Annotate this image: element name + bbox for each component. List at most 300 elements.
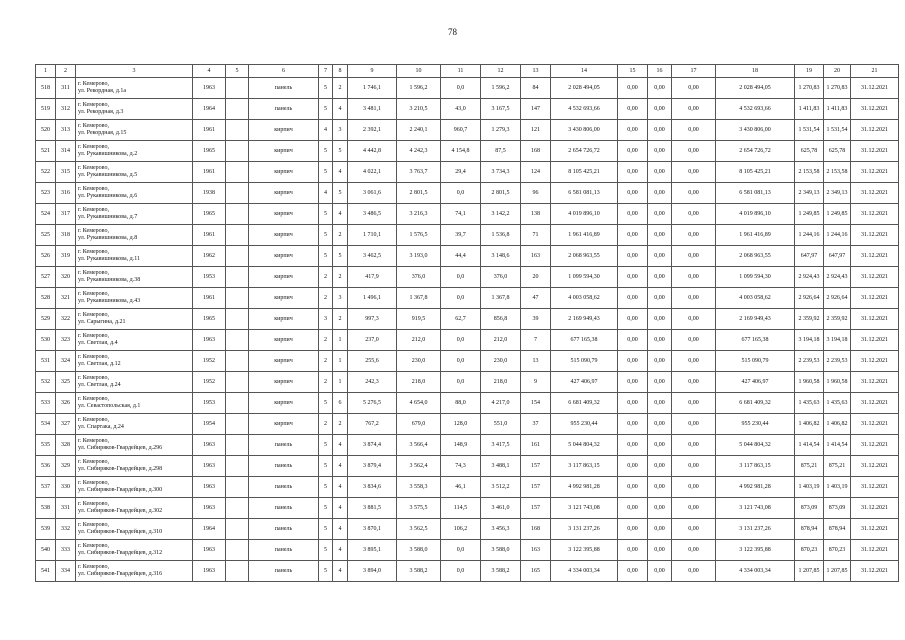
address-cell (76, 141, 193, 162)
address-line: ул. Рукавишникова, д.8 (78, 235, 138, 241)
table-cell: 0,00 (648, 120, 672, 141)
table-cell: панель (249, 78, 319, 99)
table-cell: 74,3 (441, 456, 481, 477)
table-cell: 31.12.2021 (851, 267, 899, 288)
table-cell: 154 (521, 393, 551, 414)
table-cell: 528 (36, 288, 56, 309)
table-cell: 31.12.2021 (851, 435, 899, 456)
table-cell: 0,0 (441, 351, 481, 372)
table-cell: 106,2 (441, 519, 481, 540)
table-cell: 530 (36, 330, 56, 351)
address-line: ул. Сибиряков-Гвардейцев, д.300 (78, 487, 163, 493)
table-cell (226, 309, 249, 330)
table-row (36, 120, 899, 141)
table-cell: 3 417,5 (481, 435, 521, 456)
table-cell: кирпич (249, 393, 319, 414)
table-cell: 6 681 409,32 (716, 393, 795, 414)
table-cell: 5 (333, 141, 348, 162)
table-cell (226, 204, 249, 225)
table-cell: 1938 (193, 183, 226, 204)
table-row (36, 435, 899, 456)
table-cell: 2 (319, 372, 333, 393)
table-cell: 0,0 (441, 183, 481, 204)
table-cell: 1 531,54 (795, 120, 824, 141)
table-cell (226, 498, 249, 519)
table-cell: 6 581 081,13 (551, 183, 618, 204)
table-cell: 5 (319, 435, 333, 456)
table-cell: 2 349,13 (795, 183, 824, 204)
table-cell: 88,0 (441, 393, 481, 414)
table-cell: 320 (56, 267, 76, 288)
table-cell (226, 288, 249, 309)
table-cell: 1 435,63 (824, 393, 851, 414)
address-cell (76, 435, 193, 456)
table-cell: 4 992 981,28 (716, 477, 795, 498)
table-cell: 39,7 (441, 225, 481, 246)
table-cell: 3 148,6 (481, 246, 521, 267)
page-number: 78 (448, 27, 457, 37)
table-cell: 1 576,5 (397, 225, 441, 246)
table-cell: 0,00 (672, 519, 716, 540)
table-cell: 2 239,53 (824, 351, 851, 372)
table-cell: 332 (56, 519, 76, 540)
table-cell: панель (249, 519, 319, 540)
table-cell: 5 (319, 498, 333, 519)
table-cell: 5 (319, 477, 333, 498)
table-cell: 1964 (193, 519, 226, 540)
column-header-20: 20 (824, 65, 851, 78)
table-cell: 43,0 (441, 99, 481, 120)
table-cell: 1 207,85 (795, 561, 824, 582)
address-line: ул. Светлая, д.4 (78, 340, 118, 346)
table-cell: 0,00 (672, 456, 716, 477)
table-cell: 31.12.2021 (851, 99, 899, 120)
table-cell: 527 (36, 267, 56, 288)
table-cell: 0,00 (648, 309, 672, 330)
address-line: ул. Рекордная, д.3 (78, 109, 124, 115)
table-cell: 0,00 (648, 477, 672, 498)
address-cell (76, 477, 193, 498)
table-cell: 326 (56, 393, 76, 414)
address-line: г. Кемерово, (78, 459, 109, 466)
table-cell: 4 334 003,34 (551, 561, 618, 582)
table-cell: 2 924,43 (824, 267, 851, 288)
table-cell: 3 562,4 (397, 456, 441, 477)
column-header-13: 13 (521, 65, 551, 78)
table-cell: 0,00 (618, 120, 648, 141)
table-cell: 2 (319, 267, 333, 288)
table-cell (226, 162, 249, 183)
table-cell: 0,00 (648, 204, 672, 225)
table-cell: панель (249, 435, 319, 456)
table-cell: 313 (56, 120, 76, 141)
table-cell: 31.12.2021 (851, 414, 899, 435)
table-cell: кирпич (249, 372, 319, 393)
table-cell: 875,21 (824, 456, 851, 477)
table-cell: 3 588,0 (481, 540, 521, 561)
table-cell: 1965 (193, 204, 226, 225)
table-cell: 1 099 594,30 (716, 267, 795, 288)
table-cell: кирпич (249, 288, 319, 309)
table-cell: 0,00 (618, 456, 648, 477)
table-cell: 2 240,1 (397, 120, 441, 141)
column-header-16: 16 (648, 65, 672, 78)
table-cell (226, 414, 249, 435)
table-cell: 87,5 (481, 141, 521, 162)
address-cell (76, 99, 193, 120)
table-cell: 39 (521, 309, 551, 330)
table-cell: 0,00 (618, 372, 648, 393)
address-line: г. Кемерово, (78, 312, 109, 319)
table-cell: 1963 (193, 540, 226, 561)
address-line: г. Кемерово, (78, 291, 109, 298)
address-cell (76, 561, 193, 582)
table-row (36, 393, 899, 414)
table-row (36, 414, 899, 435)
table-cell: 0,00 (648, 519, 672, 540)
table-cell: 2 (333, 309, 348, 330)
table-cell: 46,1 (441, 477, 481, 498)
table-cell: 2 153,58 (795, 162, 824, 183)
table-cell: 3 456,3 (481, 519, 521, 540)
table-cell: 5 (319, 141, 333, 162)
table-cell: 47 (521, 288, 551, 309)
table-cell: 324 (56, 351, 76, 372)
table-cell: 0,00 (648, 141, 672, 162)
table-cell: 157 (521, 498, 551, 519)
table-cell: 0,00 (672, 372, 716, 393)
table-cell: 2 654 726,72 (551, 141, 618, 162)
column-header-15: 15 (618, 65, 648, 78)
address-cell (76, 288, 193, 309)
table-cell: 873,09 (795, 498, 824, 519)
table-cell: 3 895,1 (348, 540, 397, 561)
table-cell (226, 120, 249, 141)
table-cell: 2 153,58 (824, 162, 851, 183)
table-cell: 2 349,13 (824, 183, 851, 204)
table-cell: 2 (319, 330, 333, 351)
address-line: ул. Рекордная, д.15 (78, 130, 127, 136)
table-cell: 537 (36, 477, 56, 498)
table-cell: 2 (333, 267, 348, 288)
column-header-17: 17 (672, 65, 716, 78)
table-cell (226, 456, 249, 477)
table-cell: панель (249, 477, 319, 498)
table-cell: 856,8 (481, 309, 521, 330)
table-cell: 0,00 (618, 225, 648, 246)
address-line: г. Кемерово, (78, 522, 109, 529)
table-cell: 1 960,58 (824, 372, 851, 393)
table-cell: 1953 (193, 393, 226, 414)
address-line: ул. Рекордная, д.1а (78, 88, 127, 94)
table-cell: 427 406,97 (716, 372, 795, 393)
table-cell: 3 461,0 (481, 498, 521, 519)
table-cell: 4 992 981,28 (551, 477, 618, 498)
table-cell: 31.12.2021 (851, 246, 899, 267)
table-cell: 2 (333, 225, 348, 246)
address-cell (76, 393, 193, 414)
address-line: г. Кемерово, (78, 501, 109, 508)
table-cell: 4 (333, 540, 348, 561)
table-cell: 31.12.2021 (851, 225, 899, 246)
table-cell: панель (249, 498, 319, 519)
table-cell: 540 (36, 540, 56, 561)
table-cell: 218,0 (397, 372, 441, 393)
column-header-18: 18 (716, 65, 795, 78)
table-cell: 5 (319, 519, 333, 540)
column-header-1: 1 (36, 65, 56, 78)
table-cell: 870,23 (795, 540, 824, 561)
table-cell: 0,00 (648, 435, 672, 456)
table-cell: 5 276,5 (348, 393, 397, 414)
table-cell: 4 (333, 162, 348, 183)
table-cell: 237,0 (348, 330, 397, 351)
table-cell: 4 019 896,10 (716, 204, 795, 225)
address-line: г. Кемерово, (78, 480, 109, 487)
table-cell: 0,0 (441, 267, 481, 288)
table-cell: 138 (521, 204, 551, 225)
table-row (36, 267, 899, 288)
table-cell: 3 122 395,88 (551, 540, 618, 561)
address-cell (76, 372, 193, 393)
table-cell: 319 (56, 246, 76, 267)
table-cell: 0,00 (672, 540, 716, 561)
table-cell: 2 926,64 (824, 288, 851, 309)
table-cell: 1 531,54 (824, 120, 851, 141)
table-row (36, 99, 899, 120)
table-cell: кирпич (249, 267, 319, 288)
table-cell: 31.12.2021 (851, 477, 899, 498)
table-cell: 677 165,38 (551, 330, 618, 351)
address-line: ул. Рукавишникова, д.43 (78, 298, 141, 304)
address-line: ул. Севастопольская, д.1 (78, 403, 141, 409)
table-cell: 3 216,3 (397, 204, 441, 225)
table-cell: 1 270,83 (795, 78, 824, 99)
table-cell: 2 924,43 (795, 267, 824, 288)
table-cell: 31.12.2021 (851, 183, 899, 204)
table-cell: 4 (319, 120, 333, 141)
address-cell (76, 246, 193, 267)
table-cell: 0,00 (672, 330, 716, 351)
table-cell: 1 435,63 (795, 393, 824, 414)
table-cell: 1 414,54 (824, 435, 851, 456)
table-cell: 2 068 963,55 (551, 246, 618, 267)
table-cell: 875,21 (795, 456, 824, 477)
table-cell: панель (249, 540, 319, 561)
table-cell: 0,0 (441, 78, 481, 99)
table-cell: 534 (36, 414, 56, 435)
table-cell: 0,0 (441, 288, 481, 309)
table-cell: 0,00 (672, 141, 716, 162)
table-cell: 0,00 (648, 561, 672, 582)
table-row (36, 246, 899, 267)
table-cell: 0,00 (648, 540, 672, 561)
table-cell: 8 105 425,21 (716, 162, 795, 183)
table-cell: 3 430 806,00 (551, 120, 618, 141)
table-cell: 315 (56, 162, 76, 183)
table-cell: 1962 (193, 246, 226, 267)
table-cell: 1 367,8 (397, 288, 441, 309)
address-line: г. Кемерово, (78, 354, 109, 361)
table-cell: 2 (319, 288, 333, 309)
address-line: г. Кемерово, (78, 438, 109, 445)
table-cell: 314 (56, 141, 76, 162)
table-cell: 551,0 (481, 414, 521, 435)
address-cell (76, 498, 193, 519)
column-header-12: 12 (481, 65, 521, 78)
address-line: г. Кемерово, (78, 564, 109, 571)
table-row (36, 498, 899, 519)
table-row (36, 561, 899, 582)
column-header-5: 5 (226, 65, 249, 78)
table-cell: 5 (319, 99, 333, 120)
table-cell: 114,5 (441, 498, 481, 519)
address-line: г. Кемерово, (78, 207, 109, 214)
table-cell: 6 (333, 393, 348, 414)
table-cell: 1 207,85 (824, 561, 851, 582)
table-cell: 3 117 863,15 (716, 456, 795, 477)
table-cell: 515 090,79 (716, 351, 795, 372)
table-cell: 0,0 (441, 372, 481, 393)
table-cell: 1 249,85 (824, 204, 851, 225)
column-header-11: 11 (441, 65, 481, 78)
table-cell: 625,78 (795, 141, 824, 162)
table-cell: 31.12.2021 (851, 540, 899, 561)
table-cell: 5 (333, 246, 348, 267)
table-cell: 4 (333, 99, 348, 120)
table-cell: 0,00 (648, 225, 672, 246)
table-cell: 0,0 (441, 330, 481, 351)
address-line: ул. Сарыгина, д.21 (78, 319, 126, 325)
address-line: ул. Светлая, д.24 (78, 382, 121, 388)
table-cell: 4 003 058,62 (716, 288, 795, 309)
table-cell: 3 131 237,26 (716, 519, 795, 540)
table-cell: 4 (333, 561, 348, 582)
table-cell: 322 (56, 309, 76, 330)
table-cell: 1963 (193, 456, 226, 477)
address-line: г. Кемерово, (78, 165, 109, 172)
table-cell (226, 372, 249, 393)
table-cell: 168 (521, 519, 551, 540)
table-cell: 62,7 (441, 309, 481, 330)
address-cell (76, 78, 193, 99)
table-row (36, 162, 899, 183)
table-cell: 230,0 (481, 351, 521, 372)
table-cell: 997,3 (348, 309, 397, 330)
table-cell: 1 (333, 372, 348, 393)
table-cell: 8 105 425,21 (551, 162, 618, 183)
table-row (36, 225, 899, 246)
table-cell: 0,00 (618, 561, 648, 582)
table-cell: 0,0 (441, 540, 481, 561)
table-cell: 9 (521, 372, 551, 393)
table-cell: 31.12.2021 (851, 288, 899, 309)
table-cell: 5 (319, 561, 333, 582)
table-cell: 212,0 (481, 330, 521, 351)
address-line: г. Кемерово, (78, 396, 109, 403)
table-cell: 1963 (193, 330, 226, 351)
table-cell: 1 746,1 (348, 78, 397, 99)
table-cell: 417,9 (348, 267, 397, 288)
table-row (36, 477, 899, 498)
table-cell: 334 (56, 561, 76, 582)
table-cell: 427 406,97 (551, 372, 618, 393)
table-cell: 1 411,83 (824, 99, 851, 120)
address-cell (76, 351, 193, 372)
table-cell: 13 (521, 351, 551, 372)
table-cell: 1 (333, 330, 348, 351)
table-cell: 0,00 (648, 372, 672, 393)
table-cell: 1 099 594,30 (551, 267, 618, 288)
table-cell: 0,00 (618, 351, 648, 372)
table-cell: 515 090,79 (551, 351, 618, 372)
table-cell: 0,00 (672, 414, 716, 435)
table-cell: кирпич (249, 351, 319, 372)
table-cell: 1 414,54 (795, 435, 824, 456)
column-header-8: 8 (333, 65, 348, 78)
table-cell: 3 167,5 (481, 99, 521, 120)
table-cell: 0,00 (672, 435, 716, 456)
column-header-6: 6 (249, 65, 319, 78)
table-cell: 5 044 804,32 (716, 435, 795, 456)
table-cell: 31.12.2021 (851, 120, 899, 141)
table-cell: 0,00 (672, 393, 716, 414)
table-cell: 4 217,0 (481, 393, 521, 414)
table-cell: 4 (333, 498, 348, 519)
table-cell: 2 (333, 78, 348, 99)
table-cell: 3 834,6 (348, 477, 397, 498)
table-cell: 317 (56, 204, 76, 225)
table-cell: 3 (333, 288, 348, 309)
table-cell: 518 (36, 78, 56, 99)
table-cell: 1 403,19 (795, 477, 824, 498)
table-cell: 6 581 081,13 (716, 183, 795, 204)
table-cell: 0,00 (618, 141, 648, 162)
table-cell: 2 (319, 414, 333, 435)
address-cell (76, 204, 193, 225)
table-row (36, 540, 899, 561)
table-cell: 1 403,19 (824, 477, 851, 498)
table-cell: 0,00 (618, 246, 648, 267)
table-cell (226, 267, 249, 288)
table-cell: 525 (36, 225, 56, 246)
table-row (36, 288, 899, 309)
table-cell: 5 (319, 246, 333, 267)
table-cell: 1964 (193, 99, 226, 120)
table-cell: 1 406,82 (795, 414, 824, 435)
table-cell: 312 (56, 99, 76, 120)
table-cell: 955 230,44 (551, 414, 618, 435)
address-cell (76, 330, 193, 351)
table-cell: 1 270,83 (824, 78, 851, 99)
table-cell: 1963 (193, 435, 226, 456)
table-cell: 0,00 (618, 288, 648, 309)
table-cell: 3 194,18 (795, 330, 824, 351)
table-cell: 128,0 (441, 414, 481, 435)
table-cell: 74,1 (441, 204, 481, 225)
table-cell: 4 (333, 477, 348, 498)
table-cell: 3 734,3 (481, 162, 521, 183)
address-line: ул. Рукавишникова, д.7 (78, 214, 138, 220)
table-cell: кирпич (249, 183, 319, 204)
table-row (36, 78, 899, 99)
table-cell: 31.12.2021 (851, 141, 899, 162)
table-cell: 4 022,1 (348, 162, 397, 183)
column-header-21: 21 (851, 65, 899, 78)
table-cell: 3 061,6 (348, 183, 397, 204)
table-cell (226, 330, 249, 351)
table-cell: 3 874,4 (348, 435, 397, 456)
